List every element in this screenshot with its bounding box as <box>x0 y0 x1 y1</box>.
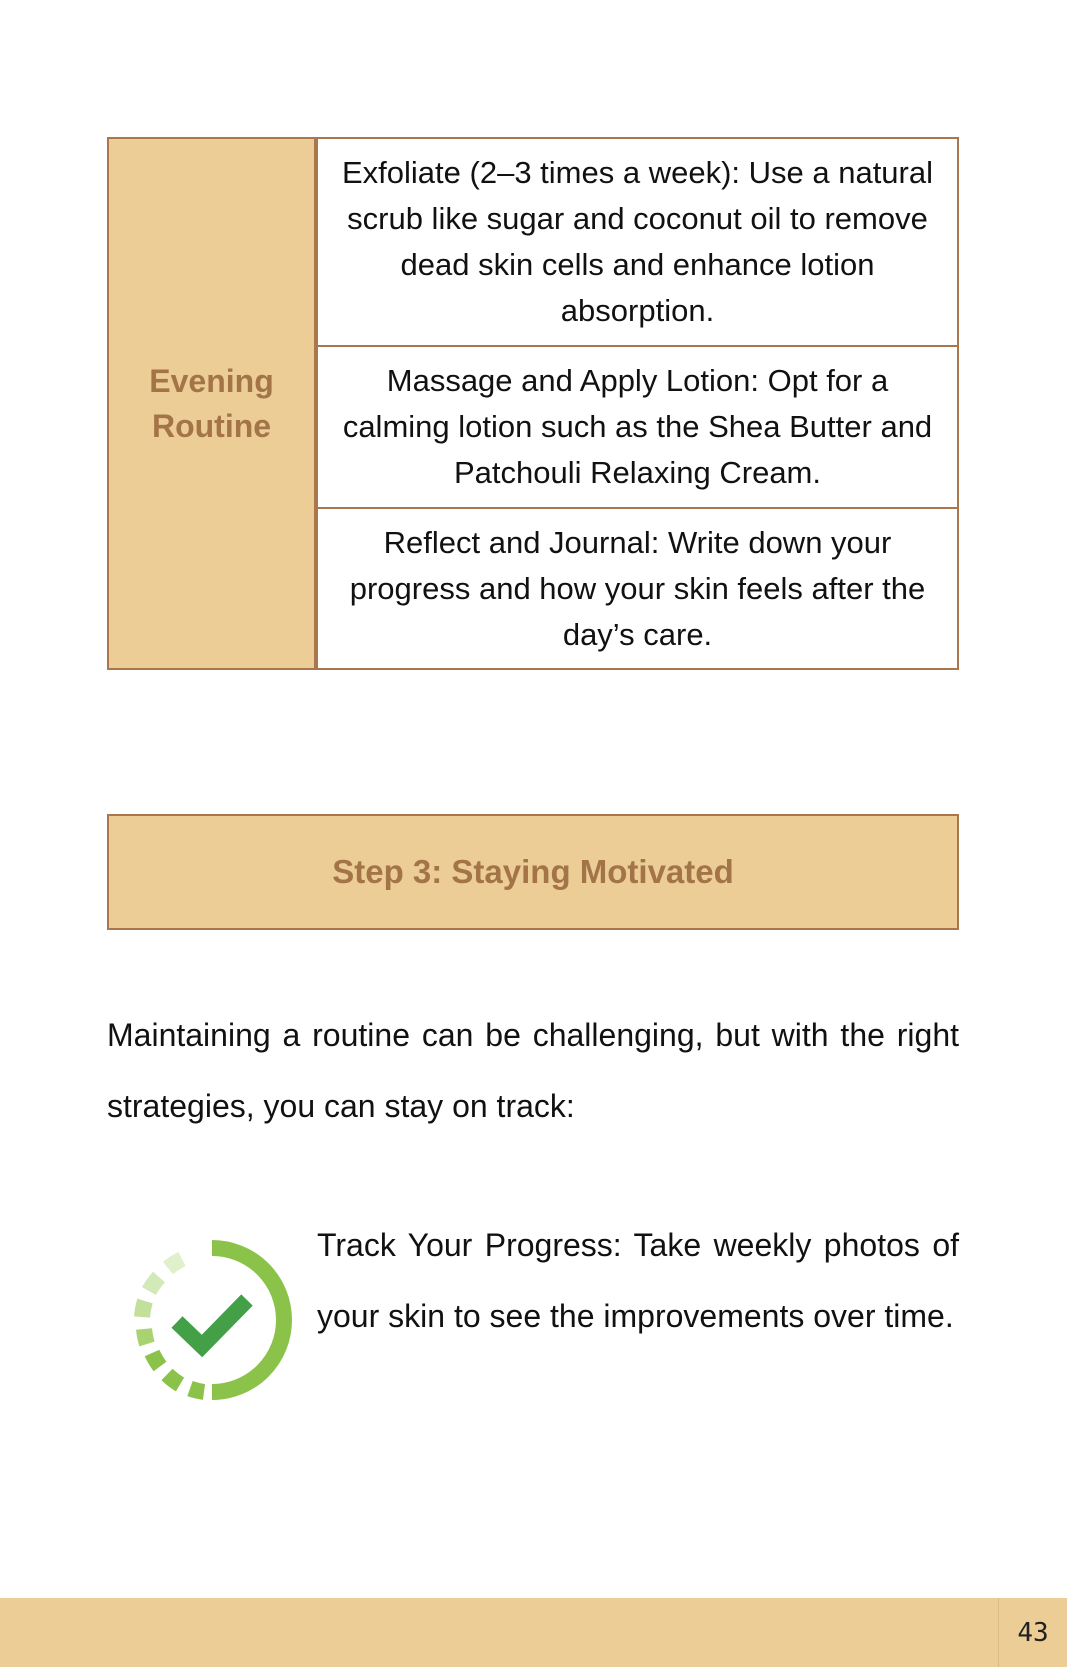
page-footer <box>0 1598 1067 1667</box>
routine-step: Exfoliate (2–3 times a week): Use a natural scrub like sugar and coconut oil to remove dead skin cells and enhance lotion absorption. <box>318 139 957 347</box>
routine-step: Reflect and Journal: Write down your progress and how your skin feels after the day’s care. <box>349 524 926 652</box>
routine-steps <box>318 139 957 668</box>
page-number: 43 <box>998 1598 1067 1667</box>
progress-checkmark-icon <box>132 1240 292 1400</box>
tip-item <box>107 1210 959 1410</box>
routine-table <box>107 137 959 670</box>
tip-text: Track Your Progress: Take weekly photos of your skin to see the improvements over time. <box>317 1227 959 1334</box>
intro-paragraph: Maintaining a routine can be challenging, but with the right strategies, you can stay on track: <box>107 1017 959 1124</box>
routine-label: Evening Routine <box>109 139 318 668</box>
section-header: Step 3: Staying Motivated <box>107 814 959 930</box>
routine-step: Massage and Apply Lotion: Opt for a calming lotion such as the Shea Butter and Patchouli Relaxing Cream. <box>318 347 957 509</box>
